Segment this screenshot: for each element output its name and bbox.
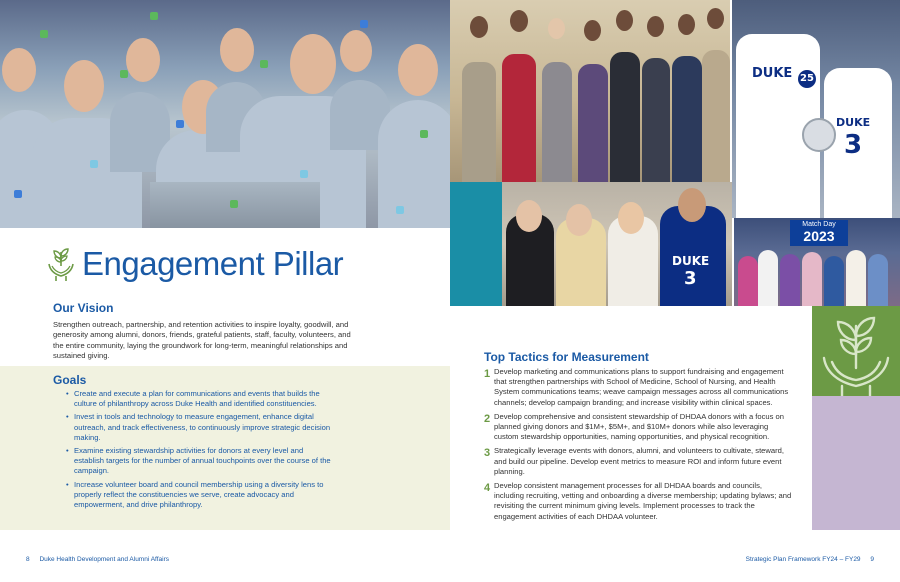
photo-person [578,64,608,182]
photo-person-head [566,204,592,236]
photo-person [462,62,496,182]
confetti [230,200,238,208]
photo-person-head [340,30,372,72]
right-page [450,0,900,582]
photo-person-head [584,20,601,41]
photo-person [738,256,758,306]
jersey-number: 3 [844,130,863,160]
goals-list [66,389,332,513]
list-item: • Invest in tools and technology to measure engagement, enhance digital outreach, and track effectiveness, to continuously improve strategic decision making. [66,412,331,442]
match-day-sign: Match Day 2023 [790,220,848,246]
photo-person-head [548,18,565,39]
jersey-number: 3 [684,268,697,289]
photo-person-head [64,60,104,112]
photo-person [642,58,670,182]
tactic-text: Strategically leverage events with donors, alumni, and volunteers to cultivate, steward, and build our pipeline. Develop event metrics to measure ROI and inform future event planning. [494,446,784,476]
photo-person-head [2,48,36,92]
confetti [150,12,158,20]
photo-person [378,100,450,228]
tactic-number: 4 [484,482,491,495]
photo-person-head [126,38,160,82]
list-item: • Create and execute a plan for communications and events that builds the culture of philanthropy across Duke Health and identified constituencies. [66,389,320,409]
basketball-photo [732,0,900,218]
hands-holding-plant-icon [812,306,900,396]
photo-person-head [516,200,542,232]
photo-person-head [290,34,336,94]
tactic-text: Develop comprehensive and consistent stewardship of DHDAA donors with a focus on planned giving donors and $1M+, $5M+, and $10M+ donors while also leveraging custom stewardship opportunities, naming opportunities, and physical recognition. [494,411,784,442]
photo-person-head [510,10,528,32]
tactic-number: 2 [484,412,491,425]
photo-person [846,250,866,306]
confetti [396,206,404,214]
jersey-text: DUKE [836,116,871,129]
match-day-photo [734,218,900,306]
confetti [14,190,22,198]
photo-person [610,52,640,182]
page-number: 9 [870,556,874,563]
bullet-icon: • [66,389,69,398]
photo-person [672,56,702,182]
confetti [360,20,368,28]
page-number: 8 [26,556,30,563]
crowd-celebration-photo [0,0,450,228]
tactics-heading: Top Tactics for Measurement [484,350,649,364]
footer-left [26,556,169,563]
vision-text: Strengthen outreach, partnership, and retention activities to inspire loyalty, goodwill, and generosity among alumni, donors, friends, grateful patients, staff, faculty, volunteers, and the entire community, laying the groundwork for long-term, meaningful relationships and sustained giving. [53,320,351,361]
list-item [484,446,794,477]
pillar-heading [46,244,343,284]
photo-person-head [618,202,644,234]
lavender-color-block [812,396,900,530]
tactic-number: 3 [484,447,491,460]
photo-person [802,252,822,306]
photo-person [502,54,536,182]
bullet-icon: • [66,412,69,422]
group-photo [502,182,732,306]
photo-person [868,254,888,306]
photo-person-head [678,188,706,222]
jersey-text: DUKE [752,66,793,81]
confetti [40,30,48,38]
page-title: Engagement Pillar [82,245,344,282]
photo-person [758,250,778,306]
footer-right [746,556,874,563]
bullet-icon: • [66,479,69,489]
tactic-text: Develop consistent management processes for all DHDAA boards and councils, including recruiting, vetting and onboarding a diverse membership; updating bylaws; and revisiting the current minimum giving levels. Implement processes to track the engagement activities of each DHDAA volunteer. [494,481,792,521]
list-item: • Increase volunteer board and council membership using a diversity lens to properly reflect the constituencies we serve, create advocacy and empowerment, and drive philanthropy. [66,479,324,510]
photo-person [824,256,844,306]
jersey-number: 25 [798,70,816,88]
photo-person-head [220,28,254,72]
photo-person [780,254,800,306]
confetti [90,160,98,168]
photo-person-head [707,8,724,29]
hands-holding-plant-icon [46,246,76,282]
confetti [260,60,268,68]
photo-person-head [470,16,488,38]
vision-heading: Our Vision [53,301,114,315]
list-item [484,412,794,443]
photo-person-head [616,10,633,31]
formal-group-photo [450,0,730,182]
bullet-icon: • [66,446,69,456]
teal-color-block [450,182,502,306]
confetti [300,170,308,178]
photo-person-head [398,44,438,96]
tactic-number: 1 [484,368,491,380]
list-item: • Examine existing stewardship activities for donors at every level and establish targets for the number of annual touchpoints over the course of the campaign. [66,446,331,476]
goals-heading: Goals [53,373,87,387]
photo-person-head [678,14,695,35]
tactics-list [484,367,794,526]
photo-person-head [647,16,664,37]
confetti [420,130,428,138]
photo-person [542,62,572,182]
tactic-text: Develop marketing and communications plans to support fundraising and engagement that strengthen partnerships with School of Medicine, School of Nursing, and Health System communications teams; weave campaign messages across all communications channels; develop campaign branding; and increase visibility within clinical spaces. [494,367,789,407]
footer-text: Strategic Plan Framework FY24 – FY29 [745,556,861,563]
jersey-text: DUKE [672,254,710,268]
green-color-block [812,306,900,396]
confetti [120,70,128,78]
list-item [484,367,794,408]
photo-person [702,50,730,182]
confetti [176,120,184,128]
basketball [802,118,836,152]
footer-text: Duke Health Development and Alumni Affairs [39,556,170,563]
list-item [484,481,794,522]
